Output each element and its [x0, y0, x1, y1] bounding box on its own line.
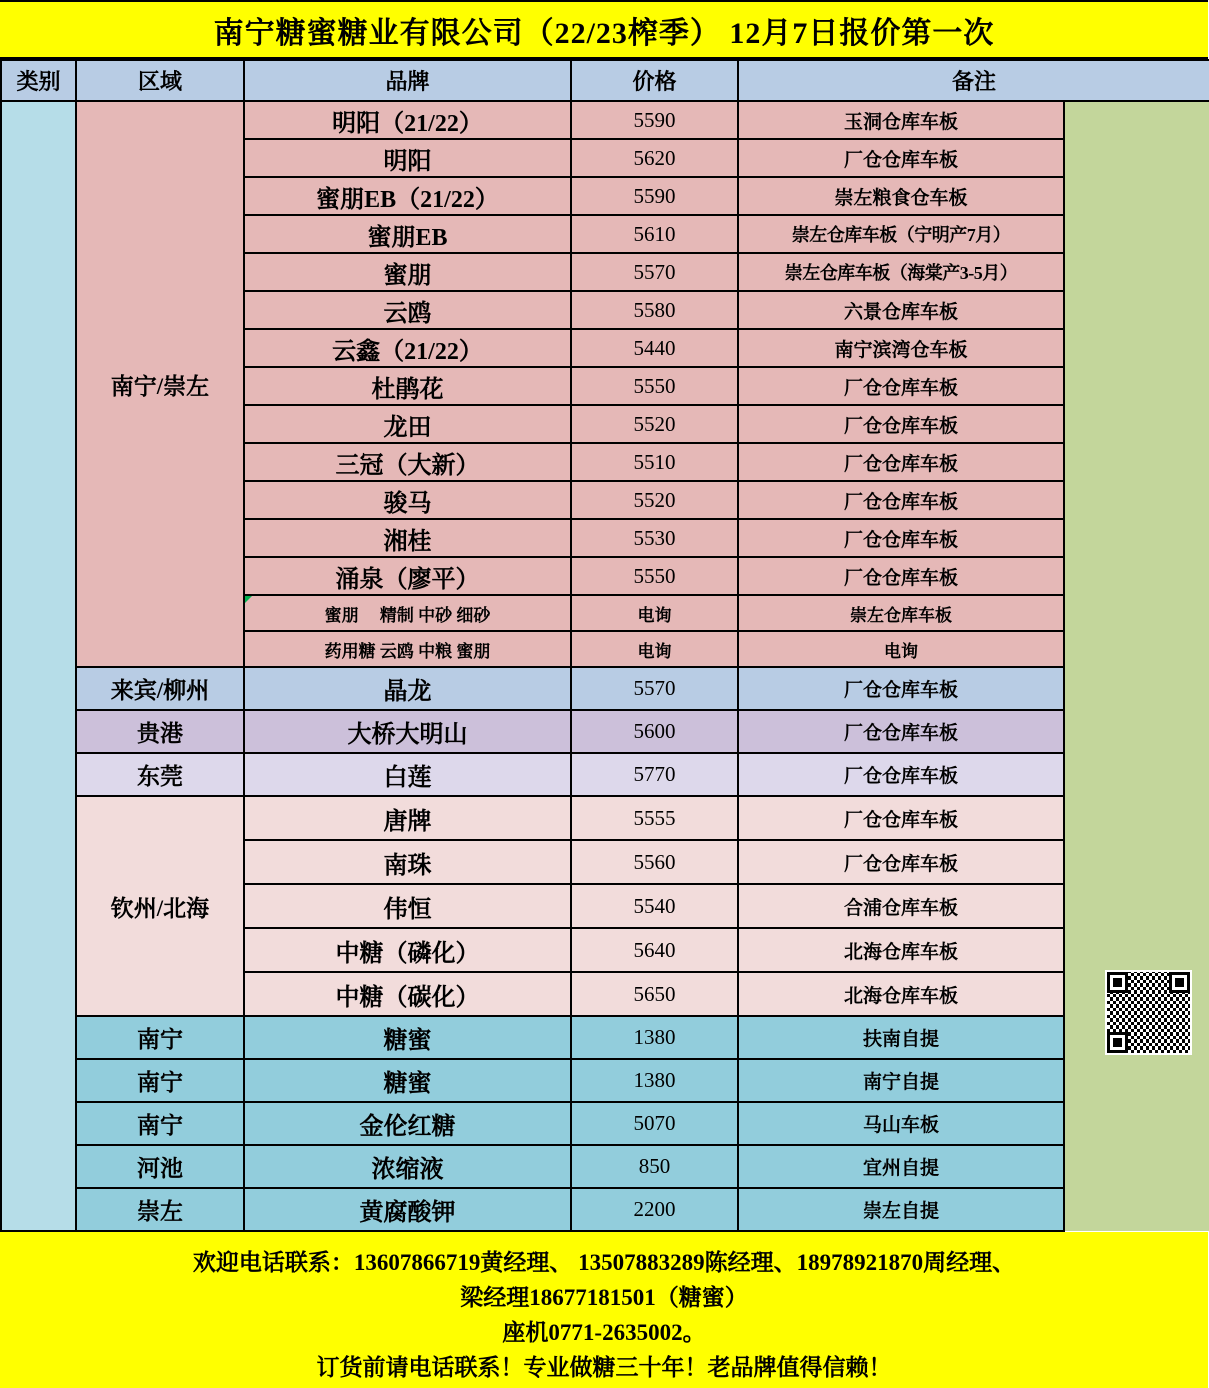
price-cell: 5590	[571, 177, 738, 215]
qr-code	[1105, 970, 1192, 1055]
column-header-note: 备注	[738, 60, 1209, 101]
note-cell: 厂仓仓库车板	[738, 519, 1064, 557]
category-column-cell	[1, 101, 76, 1231]
note-cell: 厂仓仓库车板	[738, 753, 1064, 796]
note-cell: 宜州自提	[738, 1145, 1064, 1188]
note-cell: 厂仓仓库车板	[738, 796, 1064, 840]
table-row	[1, 1188, 1209, 1231]
region-cell-nanning: 南宁	[76, 1059, 244, 1102]
brand-text: 蜜朋 精制 中砂 细砂	[324, 605, 491, 625]
footer-line: 订货前请电话联系！专业做糖三十年！老品牌值得信赖！	[316, 1355, 892, 1380]
price-cell: 5650	[571, 972, 738, 1016]
brand-cell: 药用糖 云鸥 中粮 蜜朋	[244, 631, 571, 667]
brand-cell: 明阳（21/22）	[244, 101, 571, 139]
table-row	[1, 101, 1209, 139]
note-cell: 厂仓仓库车板	[738, 405, 1064, 443]
price-cell: 5550	[571, 557, 738, 595]
region-cell-chongzuo: 崇左	[76, 1188, 244, 1231]
note-cell: 厂仓仓库车板	[738, 443, 1064, 481]
note-cell: 北海仓库车板	[738, 972, 1064, 1016]
note-cell: 合浦仓库车板	[738, 884, 1064, 928]
brand-cell: 蜜朋EB	[244, 215, 571, 253]
table-row	[1, 710, 1209, 753]
price-cell: 5070	[571, 1102, 738, 1145]
footer-line: 梁经理18677181501（糖蜜）	[460, 1285, 748, 1310]
note-cell: 厂仓仓库车板	[738, 367, 1064, 405]
price-cell: 1380	[571, 1016, 738, 1059]
header-row	[1, 60, 1209, 101]
table-row	[1, 1059, 1209, 1102]
column-header-category: 类别	[1, 60, 76, 101]
brand-cell: 涌泉（廖平）	[244, 557, 571, 595]
price-table	[0, 59, 1209, 1232]
region-cell-hechi: 河池	[76, 1145, 244, 1188]
note-cell: 北海仓库车板	[738, 928, 1064, 972]
table-row	[1, 796, 1209, 840]
table-row	[1, 1145, 1209, 1188]
note-cell: 厂仓仓库车板	[738, 557, 1064, 595]
note-cell: 崇左粮食仓车板	[738, 177, 1064, 215]
price-cell: 5770	[571, 753, 738, 796]
price-cell: 5560	[571, 840, 738, 884]
cell-corner-marker-icon	[245, 596, 252, 603]
price-cell: 电询	[571, 595, 738, 631]
price-cell: 5530	[571, 519, 738, 557]
price-cell: 1380	[571, 1059, 738, 1102]
brand-cell: 杜鹃花	[244, 367, 571, 405]
qr-finder-icon	[1169, 972, 1190, 993]
brand-cell: 蜜朋	[244, 253, 571, 291]
price-cell: 5640	[571, 928, 738, 972]
brand-cell: 唐牌	[244, 796, 571, 840]
region-cell-nanning: 南宁	[76, 1102, 244, 1145]
contact-footer	[0, 1232, 1208, 1388]
price-cell: 5520	[571, 405, 738, 443]
brand-cell: 晶龙	[244, 667, 571, 710]
footer-line: 欢迎电话联系：13607866719黄经理、 13507883289陈经理、18978921870周经理、	[192, 1250, 1016, 1275]
brand-cell: 云鸥	[244, 291, 571, 329]
brand-cell: 南珠	[244, 840, 571, 884]
brand-cell: 中糖（磷化）	[244, 928, 571, 972]
note-cell: 崇左仓库车板	[738, 595, 1064, 631]
brand-cell	[244, 595, 571, 631]
note-cell: 马山车板	[738, 1102, 1064, 1145]
region-cell-guigang: 贵港	[76, 710, 244, 753]
column-header-region: 区域	[76, 60, 244, 101]
brand-cell: 黄腐酸钾	[244, 1188, 571, 1231]
column-header-brand: 品牌	[244, 60, 571, 101]
price-cell: 5550	[571, 367, 738, 405]
footer-line: 座机0771-2635002。	[502, 1320, 706, 1345]
price-cell: 5570	[571, 667, 738, 710]
brand-cell: 明阳	[244, 139, 571, 177]
qr-finder-icon	[1107, 972, 1128, 993]
right-margin-column	[1064, 101, 1209, 1231]
table-row	[1, 1102, 1209, 1145]
note-cell: 厂仓仓库车板	[738, 139, 1064, 177]
note-cell: 电询	[738, 631, 1064, 667]
note-cell: 厂仓仓库车板	[738, 710, 1064, 753]
price-cell: 5570	[571, 253, 738, 291]
note-cell: 南宁自提	[738, 1059, 1064, 1102]
price-cell: 5540	[571, 884, 738, 928]
table-row	[1, 753, 1209, 796]
price-cell: 5610	[571, 215, 738, 253]
region-cell-laibin-liuzhou: 来宾/柳州	[76, 667, 244, 710]
brand-cell: 糖蜜	[244, 1016, 571, 1059]
brand-cell: 湘桂	[244, 519, 571, 557]
brand-cell: 蜜朋EB（21/22）	[244, 177, 571, 215]
page-title: 南宁糖蜜糖业有限公司（22/23榨季） 12月7日报价第一次	[213, 16, 995, 50]
brand-cell: 三冠（大新）	[244, 443, 571, 481]
price-cell: 5520	[571, 481, 738, 519]
note-cell: 厂仓仓库车板	[738, 481, 1064, 519]
brand-cell: 云鑫（21/22）	[244, 329, 571, 367]
note-cell: 六景仓库车板	[738, 291, 1064, 329]
region-cell-dongguan: 东莞	[76, 753, 244, 796]
price-cell: 5600	[571, 710, 738, 753]
brand-cell: 大桥大明山	[244, 710, 571, 753]
brand-cell: 中糖（碳化）	[244, 972, 571, 1016]
region-cell-nanning-chongzuo: 南宁/崇左	[76, 101, 244, 667]
note-cell: 崇左仓库车板（海棠产3-5月）	[738, 253, 1064, 291]
price-cell: 5440	[571, 329, 738, 367]
note-cell: 崇左仓库车板（宁明产7月）	[738, 215, 1064, 253]
note-cell: 玉洞仓库车板	[738, 101, 1064, 139]
brand-cell: 浓缩液	[244, 1145, 571, 1188]
column-header-price: 价格	[571, 60, 738, 101]
price-cell: 2200	[571, 1188, 738, 1231]
price-cell: 5580	[571, 291, 738, 329]
note-cell: 扶南自提	[738, 1016, 1064, 1059]
brand-cell: 糖蜜	[244, 1059, 571, 1102]
table-row	[1, 667, 1209, 710]
table-row	[1, 1016, 1209, 1059]
note-cell: 厂仓仓库车板	[738, 840, 1064, 884]
region-cell-nanning: 南宁	[76, 1016, 244, 1059]
price-cell: 5555	[571, 796, 738, 840]
brand-cell: 金伦红糖	[244, 1102, 571, 1145]
brand-cell: 白莲	[244, 753, 571, 796]
qr-finder-icon	[1107, 1032, 1128, 1053]
price-cell: 5510	[571, 443, 738, 481]
brand-cell: 龙田	[244, 405, 571, 443]
price-cell: 850	[571, 1145, 738, 1188]
note-cell: 厂仓仓库车板	[738, 667, 1064, 710]
brand-cell: 骏马	[244, 481, 571, 519]
price-cell: 5590	[571, 101, 738, 139]
price-cell: 5620	[571, 139, 738, 177]
note-cell: 南宁滨湾仓车板	[738, 329, 1064, 367]
title-bar	[0, 2, 1208, 59]
price-cell: 电询	[571, 631, 738, 667]
region-cell-qinzhou-beihai: 钦州/北海	[76, 796, 244, 1016]
note-cell: 崇左自提	[738, 1188, 1064, 1231]
brand-cell: 伟恒	[244, 884, 571, 928]
